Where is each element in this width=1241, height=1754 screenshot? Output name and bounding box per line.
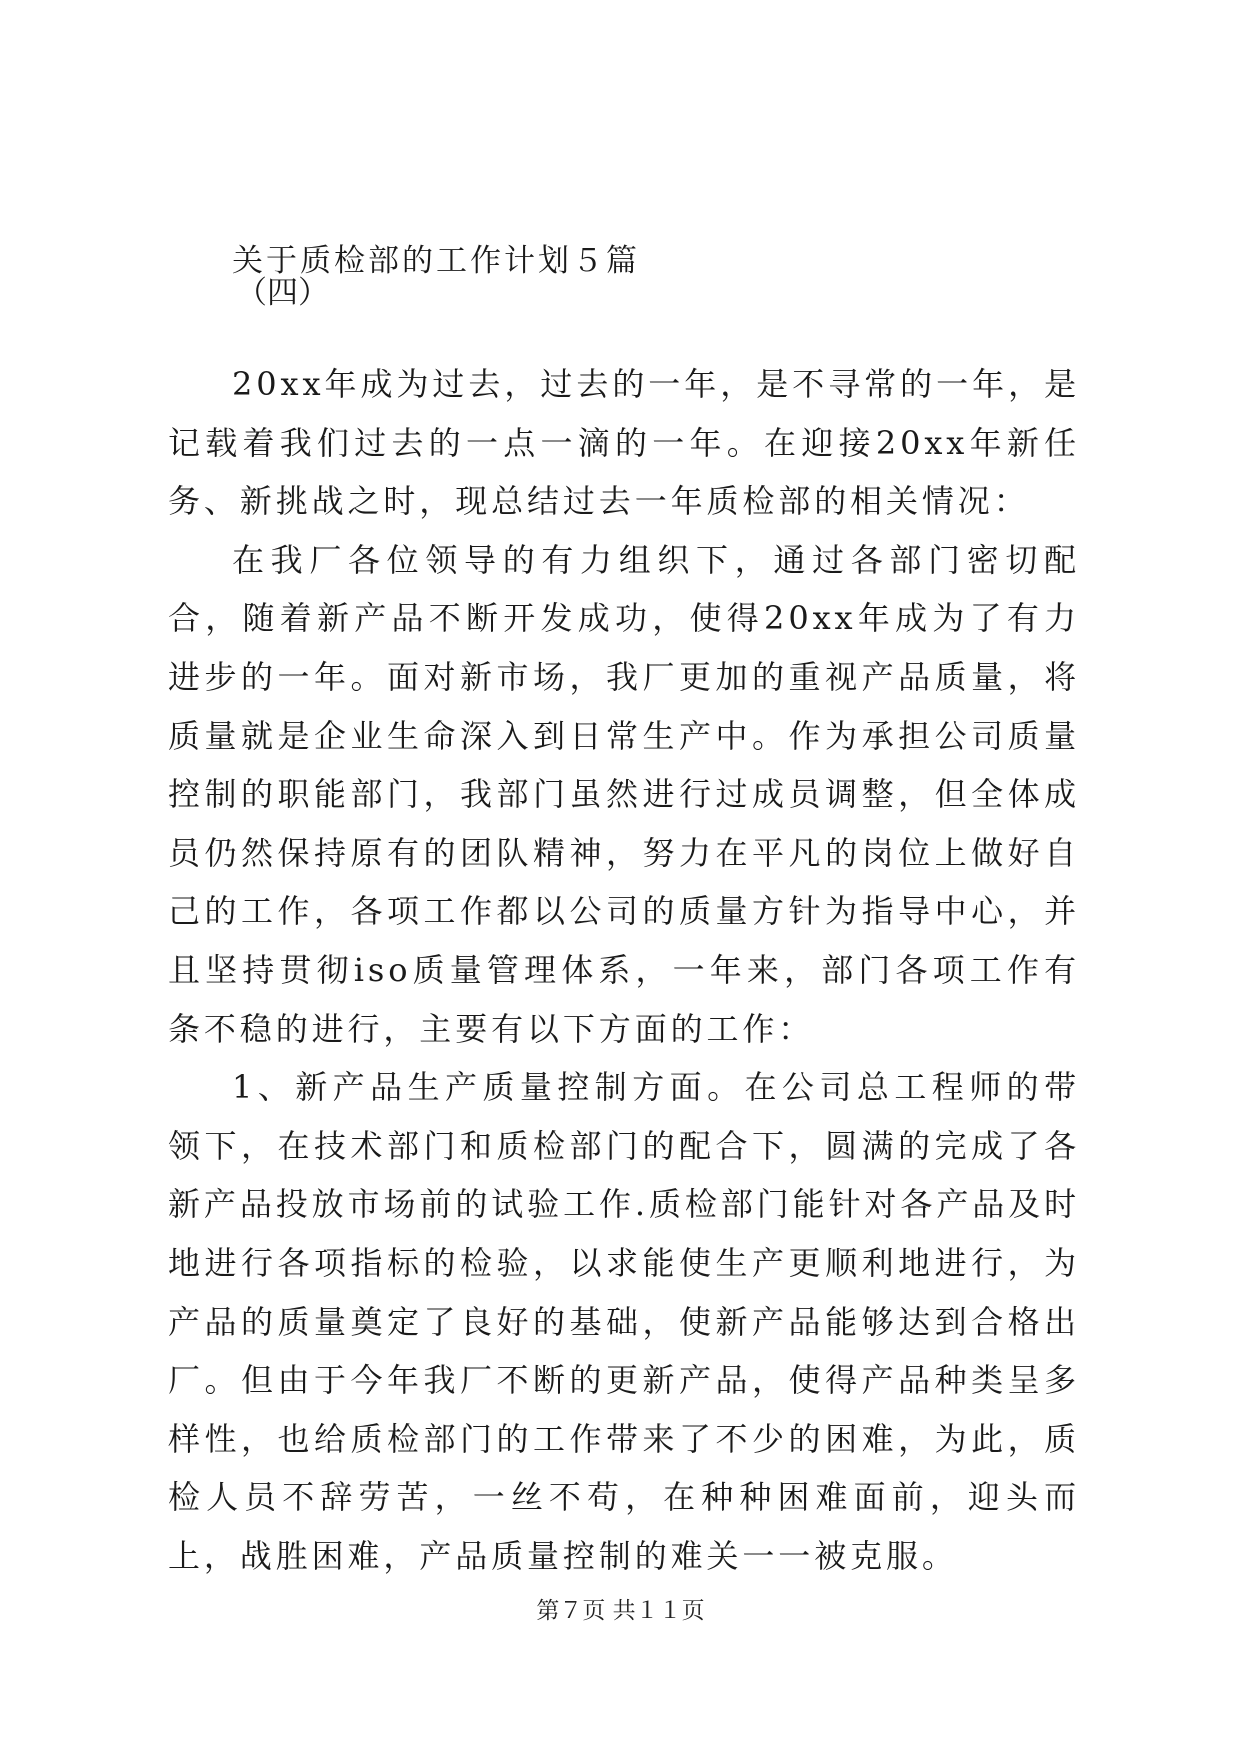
document-title: 关于质检部的工作计划５篇 (232, 243, 640, 279)
paragraph-overview: 在我厂各位领导的有力组织下，通过各部门密切配合，随着新产品不断开发成功，使得20xx年成为了有力进步的一年。面对新市场，我厂更加的重视产品质量，将质量就是企业生命深入到日常生产中。作为承担公司质量控制的职能部门，我部门虽然进行过成员调整，但全体成员仍然保持原有的团队精神，努力在平凡的岗位上做好自己的工作，各项工作都以公司的质量方针为指导中心，并且坚持贯彻iso质量管理体系，一年来，部门各项工作有条不稳的进行，主要有以下方面的工作： (168, 540, 1080, 1048)
section-number: （四） (236, 275, 329, 311)
paragraph-item-1: 1、新产品生产质量控制方面。在公司总工程师的带领下，在技术部门和质检部门的配合下，圆满的完成了各新产品投放市场前的试验工作.质检部门能针对各产品及时地进行各项指标的检验，以求能使生产更顺利地进行，为产品的质量奠定了良好的基础，使新产品能够达到合格出厂。但由于今年我厂不断的更新产品，使得产品种类呈多样性，也给质检部门的工作带来了不少的困难，为此，质检人员不辞劳苦，一丝不苟，在种种困难面前，迎头而上，战胜困难，产品质量控制的难关一一被克服。 (168, 1068, 1080, 1575)
page-footer: 第７页 共１１页 (536, 1598, 705, 1624)
document-body (168, 355, 1080, 1585)
paragraph-intro: 20xx年成为过去，过去的一年，是不寻常的一年，是记载着我们过去的一点一滴的一年。在迎接20xx年新任务、新挑战之时，现总结过去一年质检部的相关情况： (168, 365, 1080, 521)
